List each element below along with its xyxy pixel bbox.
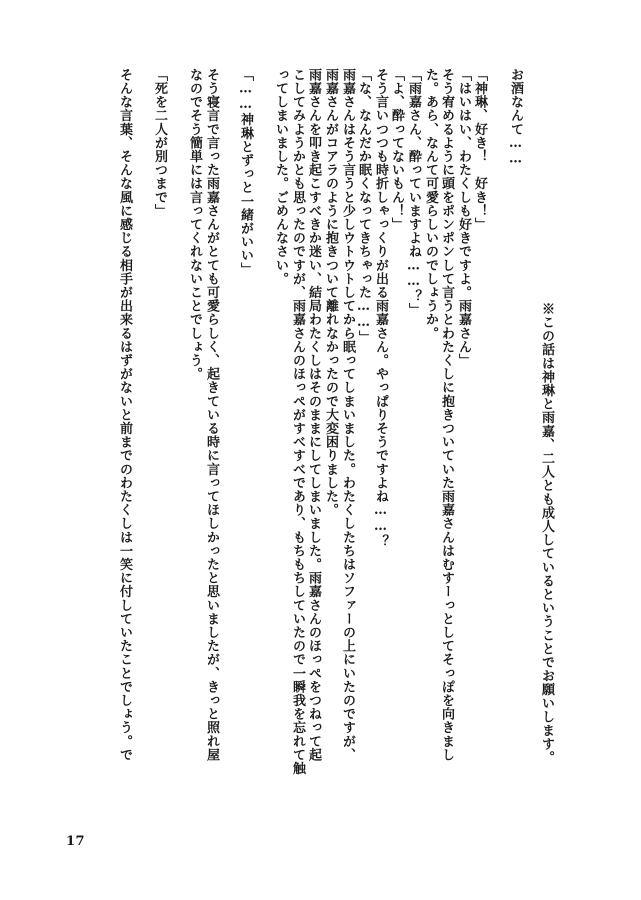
text-column: 「死を二人が別つまで」	[152, 68, 167, 218]
text-column: 「よ、酔ってないもん！」	[389, 68, 404, 232]
text-column: こしてみようかとも思ったのですが、雨嘉さんのほっぺがすべすべであり、もちもちしていたので一瞬我を忘れて触	[290, 68, 305, 776]
text-column: た。あら、なんて可愛らしいのでしょうか。	[423, 68, 438, 340]
text-column: 「な、なんだか眠くなってきちゃった……」	[356, 68, 371, 344]
text-column: なのでそう簡単には言ってくれないことでしょう。	[187, 68, 202, 381]
text-column: 「はいはい、わたくしも好きですよ。雨嘉さん」	[456, 68, 471, 368]
text-column: そんな言葉、そんな風に感じる相手が出来るはずがないと前までのわたくしは一笑に付していたことでしょう。で	[117, 68, 132, 762]
text-column: 「雨嘉さん、酔っていますよね……？」	[406, 68, 421, 317]
text-column: 「……神琳とずっと一緒がいい」	[238, 68, 253, 276]
text-column: 雨嘉さんを叩き起こすべきか迷い、結局わたくしはそのままにしてしまいました。雨嘉さんのほっぺをつねって起	[306, 68, 321, 762]
text-column: そう寝言で言った雨嘉さんがとても可愛らしく、起きている時に言ってほしかったと思いましたが、きっと照れ屋	[204, 68, 219, 762]
text-column: 雨嘉さんはそう言うと少しウトウトしてから眠ってしまいました。わたくしたちはソファーの上にいたのですが、	[340, 68, 355, 762]
page-number: 17	[66, 834, 86, 849]
text-column-note: ※この話は神琳と雨嘉、二人とも成人しているということでお願いします。	[539, 302, 554, 765]
text-column: 雨嘉さんがコアラのように抱きついて離れなかったので大変困りました。	[323, 68, 338, 517]
text-column: そう宥めるように頭をポンポンして言うとわたくしに抱きついていた雨嘉さんはむすーっとしてそっぽを向きまし	[439, 68, 454, 762]
text-column: 「神琳、好き！ 好き！」	[472, 68, 487, 232]
text-column: そう言いつつも時折しゃっくりが出る雨嘉さん。やっぱりそうですよね……？	[373, 68, 388, 548]
text-column-title: お酒なんて……	[508, 68, 523, 168]
text-column: ってしまいました。ごめんなさい。	[273, 68, 288, 286]
